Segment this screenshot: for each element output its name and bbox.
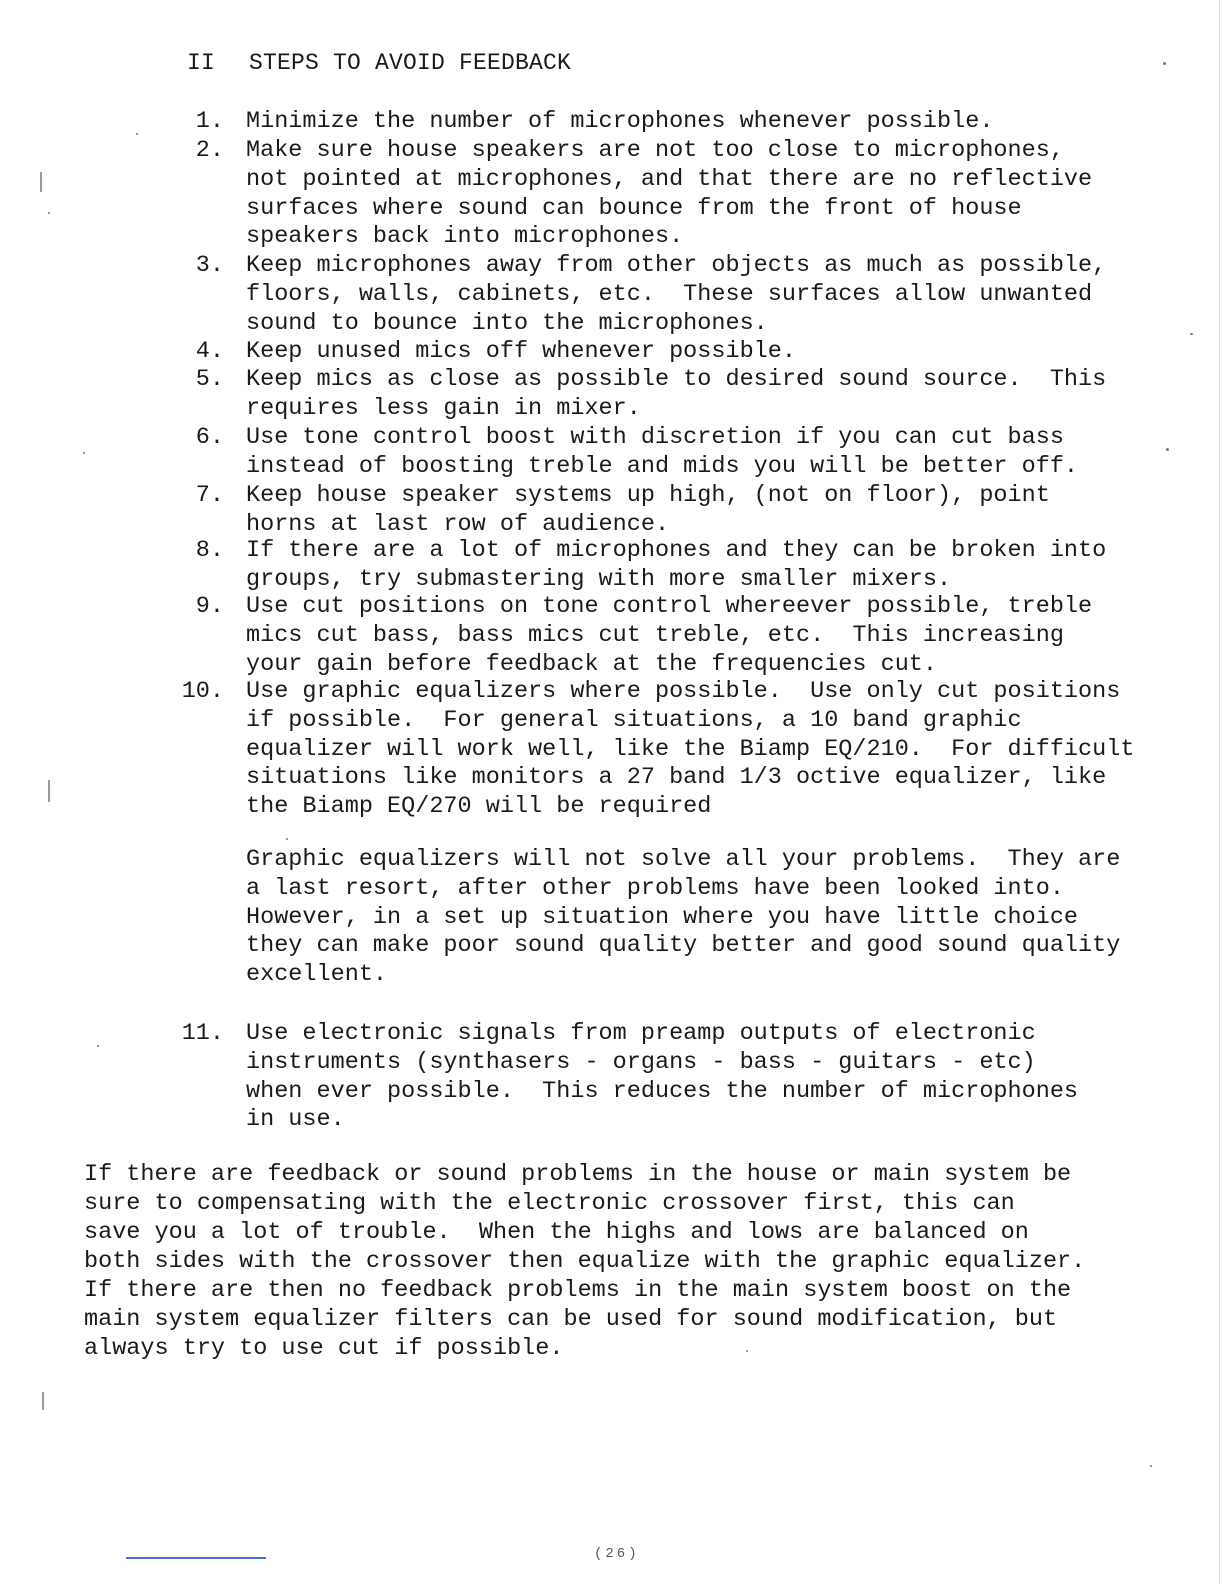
step-line: surfaces where sound can bounce from the front of house (246, 194, 1022, 222)
step-line: Use electronic signals from preamp outputs of electronic (246, 1020, 1036, 1047)
note-line: they can make poor sound quality better and good sound quality (246, 932, 1121, 960)
step-line: in use. (246, 1106, 345, 1134)
closing-paragraph (84, 1160, 1204, 1363)
step-line: Use cut positions on tone control whereever possible, treble (246, 593, 1093, 620)
step-number: 9. (195, 593, 224, 620)
step-line: floors, walls, cabinets, etc. These surfaces allow unwanted (246, 280, 1093, 308)
step-line: Use graphic equalizers where possible. Use only cut positions (246, 678, 1121, 705)
step-line: Use tone control boost with discretion if you can cut bass (246, 424, 1064, 451)
step-line: Make sure house speakers are not too close to microphones, (246, 137, 1064, 164)
step-line: Keep house speaker systems up high, (not on floor), point (246, 482, 1050, 509)
step-text (246, 678, 1206, 822)
step-line: Keep mics as close as possible to desired sound source. This (246, 366, 1107, 393)
step-number: 6. (195, 424, 224, 451)
step-number: 2. (195, 137, 224, 164)
step-number: 5. (195, 366, 224, 393)
note-line: excellent. (246, 961, 388, 989)
step-text (246, 338, 1206, 367)
note-line: However, in a set up situation where you have little choice (246, 903, 1079, 931)
closing-line: If there are feedback or sound problems in the house or main system be (84, 1161, 1072, 1188)
section-title: STEPS TO AVOID FEEDBACK (249, 50, 572, 76)
scan-mark (40, 172, 42, 192)
scan-mark (42, 1392, 44, 1410)
step-line: the Biamp EQ/270 will be required (246, 793, 712, 821)
scan-speck (1190, 333, 1193, 335)
step-line: requires less gain in mixer. (246, 394, 641, 422)
step-line: your gain before feedback at the frequencies cut. (246, 650, 938, 678)
closing-line: main system equalizer filters can be used for sound modification, but (84, 1306, 1058, 1333)
step-text (246, 537, 1206, 595)
section-heading (187, 50, 571, 76)
step-line: Minimize the number of microphones whenever possible. (246, 108, 994, 135)
closing-line: always try to use cut if possible. (84, 1335, 564, 1362)
footer-rule (126, 1557, 266, 1559)
step-text (246, 252, 1206, 338)
step-number: 7. (195, 482, 224, 509)
page-number: (26) (594, 1546, 640, 1562)
step-line: equalizer will work well, like the Biamp EQ/210. For difficult (246, 735, 1135, 763)
step-text (246, 482, 1206, 540)
step-line: situations like monitors a 27 band 1/3 octive equalizer, like (246, 764, 1107, 792)
section-number: II (187, 50, 216, 76)
step-line: not pointed at microphones, and that there are no reflective (246, 165, 1093, 193)
step-line: horns at last row of audience. (246, 510, 670, 538)
step-text (246, 593, 1206, 679)
note-line: a last resort, after other problems have been looked into. (246, 874, 1064, 902)
scan-mark (1219, 0, 1220, 1584)
step-text (246, 424, 1206, 482)
step-number: 1. (195, 108, 224, 135)
closing-line: If there are then no feedback problems in the main system boost on the (84, 1277, 1072, 1304)
scan-mark (48, 780, 50, 802)
scan-speck (1166, 448, 1169, 451)
step-number: 8. (195, 537, 224, 564)
step-line: groups, try submastering with more smaller mixers. (246, 565, 952, 593)
equalizer-note (246, 846, 1196, 990)
closing-line: both sides with the crossover then equalize with the graphic equalizer. (84, 1248, 1086, 1275)
step-text (246, 366, 1206, 424)
scan-speck (1163, 62, 1166, 65)
step-number: 4. (195, 338, 224, 365)
step-line: Keep microphones away from other objects as much as possible, (246, 252, 1107, 279)
step-line: mics cut bass, bass mics cut treble, etc. This increasing (246, 621, 1064, 649)
note-line: Graphic equalizers will not solve all your problems. They are (246, 846, 1121, 873)
step-text (246, 137, 1206, 252)
step-line: Keep unused mics off whenever possible. (246, 338, 796, 365)
step-number: 11. (181, 1020, 224, 1047)
step-line: speakers back into microphones. (246, 223, 684, 251)
step-line: instruments (synthasers - organs - bass - guitars - etc) (246, 1048, 1036, 1076)
step-line: If there are a lot of microphones and they can be broken into (246, 537, 1107, 564)
step-line: instead of boosting treble and mids you will be better off. (246, 452, 1079, 480)
step-line: sound to bounce into the microphones. (246, 309, 768, 337)
scan-speck (1150, 1465, 1152, 1467)
step-text (246, 108, 1206, 137)
scan-speck (83, 452, 85, 454)
step-line: when ever possible. This reduces the number of microphones (246, 1077, 1079, 1105)
step-number: 3. (195, 252, 224, 279)
closing-line: save you a lot of trouble. When the highs and lows are balanced on (84, 1219, 1029, 1246)
scan-speck (136, 133, 138, 135)
step-line: if possible. For general situations, a 10 band graphic (246, 706, 1022, 734)
scan-speck (286, 838, 288, 840)
closing-line: sure to compensating with the electronic crossover first, this can (84, 1190, 1015, 1217)
scan-speck (746, 1350, 748, 1352)
scan-speck (48, 212, 50, 214)
step-text (246, 1020, 1206, 1135)
scan-speck (97, 1045, 99, 1047)
step-number: 10. (181, 678, 224, 705)
